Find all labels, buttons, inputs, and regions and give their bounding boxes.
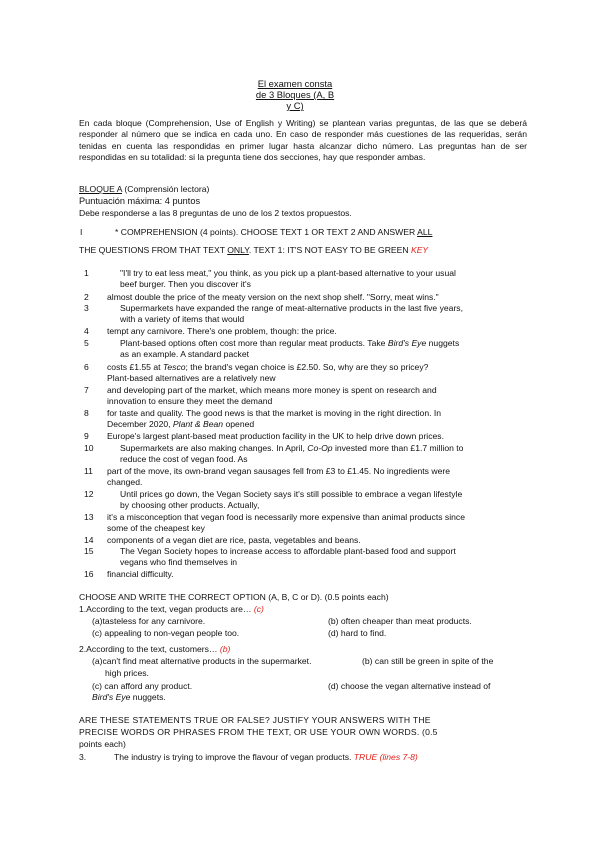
line-number: 6 (84, 362, 89, 372)
text-line: almost double the price of the meaty version on the next shop shelf. "Sorry, meat wins." (107, 292, 439, 302)
line-number: 9 (84, 431, 89, 441)
text-line: components of a vegan diet are rice, pasta, vegetables and beans. (107, 535, 361, 545)
line-number: 13 (84, 512, 94, 522)
exam-title-line-3: y C) (286, 100, 304, 111)
line-number: 2 (84, 292, 89, 302)
text-line: costs £1.55 at Tesco; the brand's vegan choice is £2.50. So, why are they so pricey? (107, 362, 429, 372)
tf-heading-line-2: PRECISE WORDS OR PHRASES FROM THE TEXT, OR USE YOUR OWN WORDS. (0.5 (79, 727, 438, 737)
line-number: 12 (84, 489, 94, 499)
text-line-cont: reduce the cost of vegan food. As (120, 454, 248, 464)
text-line-cont: changed. (107, 477, 143, 487)
line-number: 3 (84, 303, 89, 313)
line-number: 11 (84, 466, 93, 476)
q1-option-c: (c) appealing to non-vegan people too. (92, 628, 240, 638)
q1-answer: (c) (253, 604, 264, 614)
bloque-subtitle: (Comprensión lectora) (122, 184, 210, 194)
text-line-cont: by choosing other products. Actually, (120, 500, 260, 510)
q2-answer: (b) (219, 644, 231, 654)
q2-option-b: (b) can still be green in spite of the (362, 656, 494, 666)
q2-stem-text: 2.According to the text, customers… (79, 644, 220, 654)
task-line-2b: . TEXT 1: IT'S NOT EASY TO BE GREEN (248, 245, 411, 255)
line-number: 15 (84, 546, 94, 556)
text-line: tempt any carnivore. There's one problem, though: the price. (107, 326, 337, 336)
task-only: ONLY (227, 245, 249, 255)
bloque-title: BLOQUE A (79, 184, 122, 194)
text-line-cont: with a variety of items that would (120, 314, 245, 324)
q3-number: 3. (79, 752, 87, 762)
text-line: it's a misconception that vegan food is necessarily more expensive than animal products since (107, 512, 465, 522)
task-line-2 (79, 245, 428, 256)
exam-title-line-2: de 3 Bloques (A, B (255, 89, 335, 100)
q2-option-a: (a)can't find meat alternative products in the supermarket. (92, 656, 312, 666)
text-line: Europe's largest plant-based meat production facility in the UK to help drive down prices. (107, 431, 444, 441)
intro-paragraph: En cada bloque (Comprehension, Use of English y Writing) se plantean varias preguntas, de las que se deberá responder al número que se indica en cada uno. En caso de responder más cuestiones de las requeridas, serán tenidas en cuenta las respondidas en primer lugar hasta alcanzar dicho número. Las preguntas han de ser respondidas en su totalidad: si la pregunta tiene dos secciones, hay que responder ambas. (79, 118, 527, 162)
task-line-1 (115, 227, 432, 238)
q2-stem (79, 644, 230, 655)
line-number: 4 (84, 326, 89, 336)
max-score: Puntuación máxima: 4 puntos (79, 196, 201, 206)
q3-statement (114, 752, 418, 763)
text-line-cont: as an example. A standard packet (120, 349, 249, 359)
q1-option-d: (d) hard to find. (328, 628, 387, 638)
task-marker: I (80, 227, 83, 237)
text-line: Plant-based options often cost more than regular meat products. Take Bird's Eye nuggets (120, 338, 460, 348)
task-line-2a: THE QUESTIONS FROM THAT TEXT (79, 245, 228, 255)
line-number: 5 (84, 338, 89, 348)
mc-heading: CHOOSE AND WRITE THE CORRECT OPTION (A, B, C or D). (0.5 points each) (79, 592, 389, 602)
task-key: KEY (410, 245, 429, 255)
line-number: 8 (84, 408, 89, 418)
task-line-1-text: * COMPREHENSION (4 points). CHOOSE TEXT 1 OR TEXT 2 AND ANSWER (115, 227, 418, 237)
text-line: Until prices go down, the Vegan Society says it's still possible to embrace a vegan lifestyle (120, 489, 463, 499)
q1-option-b: (b) often cheaper than meat products. (328, 616, 472, 626)
q2-option-d-brand: Bird's Eye (92, 692, 131, 702)
exam-title-line-1: El examen consta (257, 78, 333, 89)
text-line-cont: beef burger. Then you discover it's (120, 279, 251, 289)
tf-heading-line-3: points each) (79, 739, 126, 749)
text-line-cont: innovation to ensure they meet the demand (107, 396, 273, 406)
line-number: 1 (84, 268, 89, 278)
text-line: Supermarkets have expanded the range of meat-alternative products in the last five years, (120, 303, 463, 313)
q1-option-a: (a)tasteless for any carnivore. (92, 616, 206, 626)
text-line: and developing part of the market, which means more money is spent on research and (107, 385, 437, 395)
line-number: 16 (84, 569, 94, 579)
bloque-instruction: Debe responderse a las 8 preguntas de uno de los 2 textos propuestos. (79, 208, 352, 218)
q2-option-d: (d) choose the vegan alternative instead of (328, 681, 491, 691)
text-line: part of the move, its own-brand vegan sausages fell from £3 to £1.45. No ingredients were (107, 466, 450, 476)
bloque-heading (79, 184, 209, 195)
line-number: 10 (84, 443, 94, 453)
q2-option-d-rest: nuggets. (130, 692, 166, 702)
q2-option-d-cont (92, 692, 166, 703)
task-all: ALL (417, 227, 433, 237)
text-line: Supermarkets are also making changes. In April, Co-Op invested more than £1.7 million to (120, 443, 464, 453)
text-line: "I'll try to eat less meat," you think, as you pick up a plant-based alternative to your usual (120, 268, 456, 278)
q2-option-c: (c) can afford any product. (92, 681, 193, 691)
text-line: for taste and quality. The good news is that the market is moving in the right direction. In (107, 408, 442, 418)
text-line-cont: some of the cheapest key (107, 523, 205, 533)
line-number: 14 (84, 535, 94, 545)
text-line: The Vegan Society hopes to increase access to affordable plant-based food and support (120, 546, 456, 556)
q3-text: The industry is trying to improve the flavour of vegan products. (114, 752, 354, 762)
q3-answer: TRUE (lines 7-8) (353, 752, 418, 762)
q2-option-b-cont: high prices. (105, 668, 149, 678)
text-line-cont: Plant-based alternatives are a relatively new (107, 373, 276, 383)
q1-stem-text: 1.According to the text, vegan products are… (79, 604, 254, 614)
tf-heading-line-1: ARE THESE STATEMENTS TRUE OR FALSE? JUSTIFY YOUR ANSWERS WITH THE (79, 715, 431, 725)
text-line-cont: December 2020, Plant & Bean opened (107, 419, 255, 429)
text-line: financial difficulty. (107, 569, 174, 579)
line-number: 7 (84, 385, 89, 395)
text-line-cont: vegans who find themselves in (120, 557, 238, 567)
q1-stem (79, 604, 264, 615)
